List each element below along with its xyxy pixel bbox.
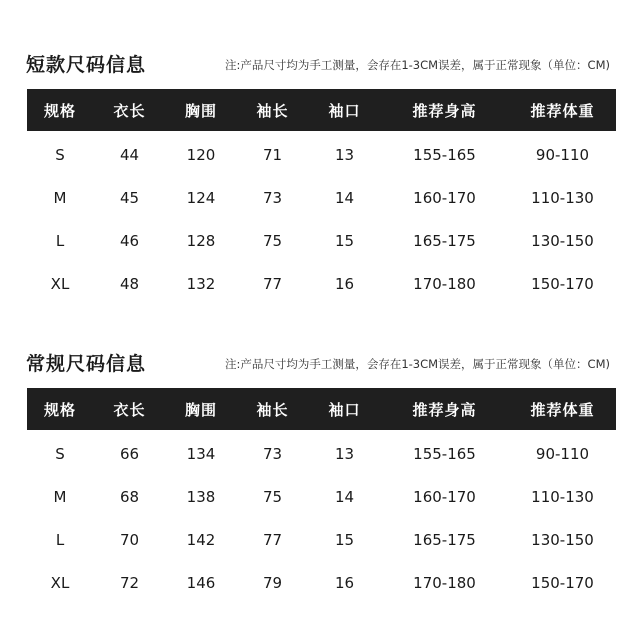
cell-weight: 90-110 [535,444,590,463]
header-sleeve: 袖长 [256,101,289,120]
cell-length: 45 [119,188,140,207]
short-size-note: 注:产品尺寸均为手工测量，会存在1-3CM误差，属于正常现象（单位：CM) [224,58,610,72]
header-sleeve: 袖长 [256,400,289,419]
cell-height: 165-175 [413,231,476,250]
cell-length: 70 [119,530,140,549]
cell-height: 155-165 [413,145,476,164]
cell-sleeve: 75 [262,487,283,506]
cell-chest: 128 [186,231,216,250]
header-size: 规格 [43,101,76,120]
cell-height: 160-170 [413,487,476,506]
cell-size: XL [50,573,70,592]
short-size-table [27,89,616,303]
cell-height: 170-180 [413,274,476,293]
cell-height: 155-165 [413,444,476,463]
cell-chest: 142 [186,530,216,549]
regular-size-note: 注:产品尺寸均为手工测量，会存在1-3CM误差，属于正常现象（单位：CM) [224,357,610,371]
cell-sleeve: 75 [262,231,283,250]
cell-weight: 150-170 [531,573,594,592]
cell-height: 165-175 [413,530,476,549]
table-row [27,559,616,602]
cell-chest: 132 [186,274,216,293]
cell-chest: 124 [186,188,216,207]
cell-chest: 134 [186,444,216,463]
cell-size: M [53,188,67,207]
table-row [27,131,616,174]
cell-chest: 146 [186,573,216,592]
cell-cuff: 13 [334,145,355,164]
cell-sleeve: 79 [262,573,283,592]
table-row [27,174,616,217]
table-header-row [27,388,616,430]
cell-sleeve: 73 [262,188,283,207]
header-chest: 胸围 [184,101,217,120]
cell-weight: 150-170 [531,274,594,293]
header-length: 衣长 [113,101,146,120]
cell-length: 68 [119,487,140,506]
cell-size: S [55,145,65,164]
cell-size: XL [50,274,70,293]
regular-size-title: 常规尺码信息 [26,353,147,375]
cell-cuff: 13 [334,444,355,463]
table-row [27,516,616,559]
cell-length: 46 [119,231,140,250]
cell-size: L [55,530,65,549]
cell-sleeve: 71 [262,145,283,164]
regular-size-header [0,299,640,384]
cell-weight: 130-150 [531,530,594,549]
cell-sleeve: 73 [262,444,283,463]
cell-size: L [55,231,65,250]
header-size: 规格 [43,400,76,419]
cell-chest: 120 [186,145,216,164]
header-chest: 胸围 [184,400,217,419]
header-height: 推荐身高 [412,400,477,419]
cell-weight: 110-130 [531,188,594,207]
cell-chest: 138 [186,487,216,506]
short-size-header [0,0,640,85]
cell-height: 170-180 [413,573,476,592]
table-row [27,260,616,303]
cell-cuff: 15 [334,530,355,549]
cell-height: 160-170 [413,188,476,207]
header-weight: 推荐体重 [530,101,595,120]
cell-sleeve: 77 [262,530,283,549]
table-header-row [27,89,616,131]
cell-weight: 130-150 [531,231,594,250]
cell-length: 66 [119,444,140,463]
short-size-title: 短款尺码信息 [26,54,147,76]
cell-cuff: 16 [334,274,355,293]
cell-cuff: 15 [334,231,355,250]
cell-cuff: 14 [334,487,355,506]
header-cuff: 袖口 [328,101,361,120]
cell-size: M [53,487,67,506]
header-weight: 推荐体重 [530,400,595,419]
header-length: 衣长 [113,400,146,419]
table-row [27,217,616,260]
cell-sleeve: 77 [262,274,283,293]
cell-weight: 90-110 [535,145,590,164]
header-height: 推荐身高 [412,101,477,120]
table-row [27,473,616,516]
cell-length: 72 [119,573,140,592]
cell-length: 48 [119,274,140,293]
cell-size: S [55,444,65,463]
table-row [27,430,616,473]
cell-weight: 110-130 [531,487,594,506]
cell-length: 44 [119,145,140,164]
cell-cuff: 16 [334,573,355,592]
regular-size-table [27,388,616,602]
cell-cuff: 14 [334,188,355,207]
header-cuff: 袖口 [328,400,361,419]
